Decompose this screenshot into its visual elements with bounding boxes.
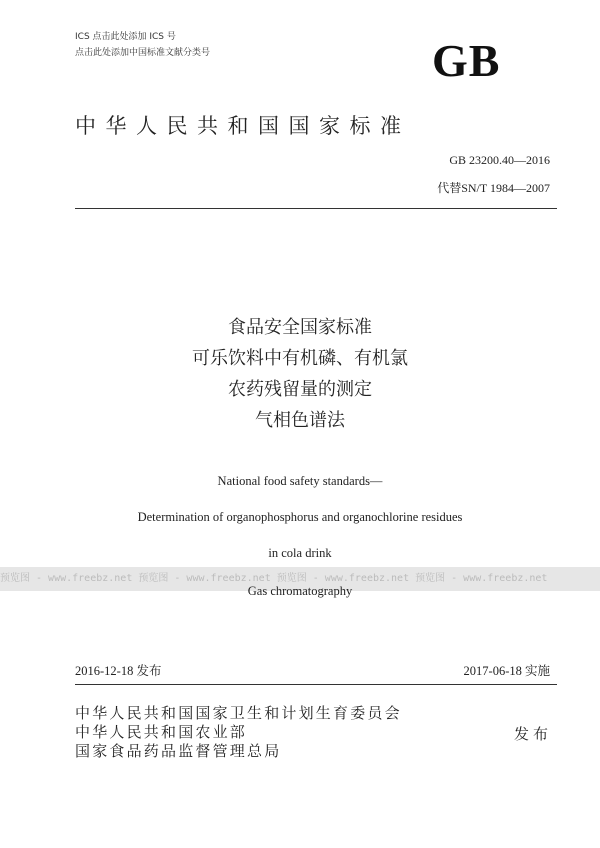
ics-number: ICS 点击此处添加 ICS 号 [75,32,176,42]
footer-divider [75,684,557,685]
title-en-line-2: Determination of organophosphorus and organochlorine residues [137,510,463,524]
national-standard-heading: 中华人民共和国国家标准 [75,114,411,138]
title-en-line-4: Gas chromatography [247,584,353,598]
issuer-3: 国家食品药品监督管理总局 [75,742,282,760]
issuer-2: 中华人民共和国农业部 [75,723,248,741]
title-cn-line-3: 农药残留量的测定 [228,379,372,400]
title-en-line-3: in cola drink [268,546,332,560]
header-divider [75,208,557,209]
standard-number: GB 23200.40—2016 [449,153,550,167]
issue-date: 2016-12-18 发布 [75,664,162,678]
title-en-line-1: National food safety standards— [217,474,383,488]
preview-watermark-band: 预览图 - www.freebz.net 预览图 - www.freebz.net 预览图 - www.freebz.net 预览图 - www.freebz.net [0,567,600,591]
title-cn-line-4: 气相色谱法 [255,410,345,431]
ccs-number: 点击此处添加中国标准文献分类号 [75,48,211,58]
publish-label: 发布 [514,725,553,743]
issuer-1: 中华人民共和国国家卫生和计划生育委员会 [75,704,402,722]
gb-logo: GB [432,35,501,86]
title-cn-line-2: 可乐饮料中有机磷、有机氯 [192,348,408,369]
title-cn-line-1: 食品安全国家标准 [228,317,372,338]
replaced-standard: 代替SN/T 1984—2007 [437,181,550,195]
implementation-date: 2017-06-18 实施 [463,664,550,678]
